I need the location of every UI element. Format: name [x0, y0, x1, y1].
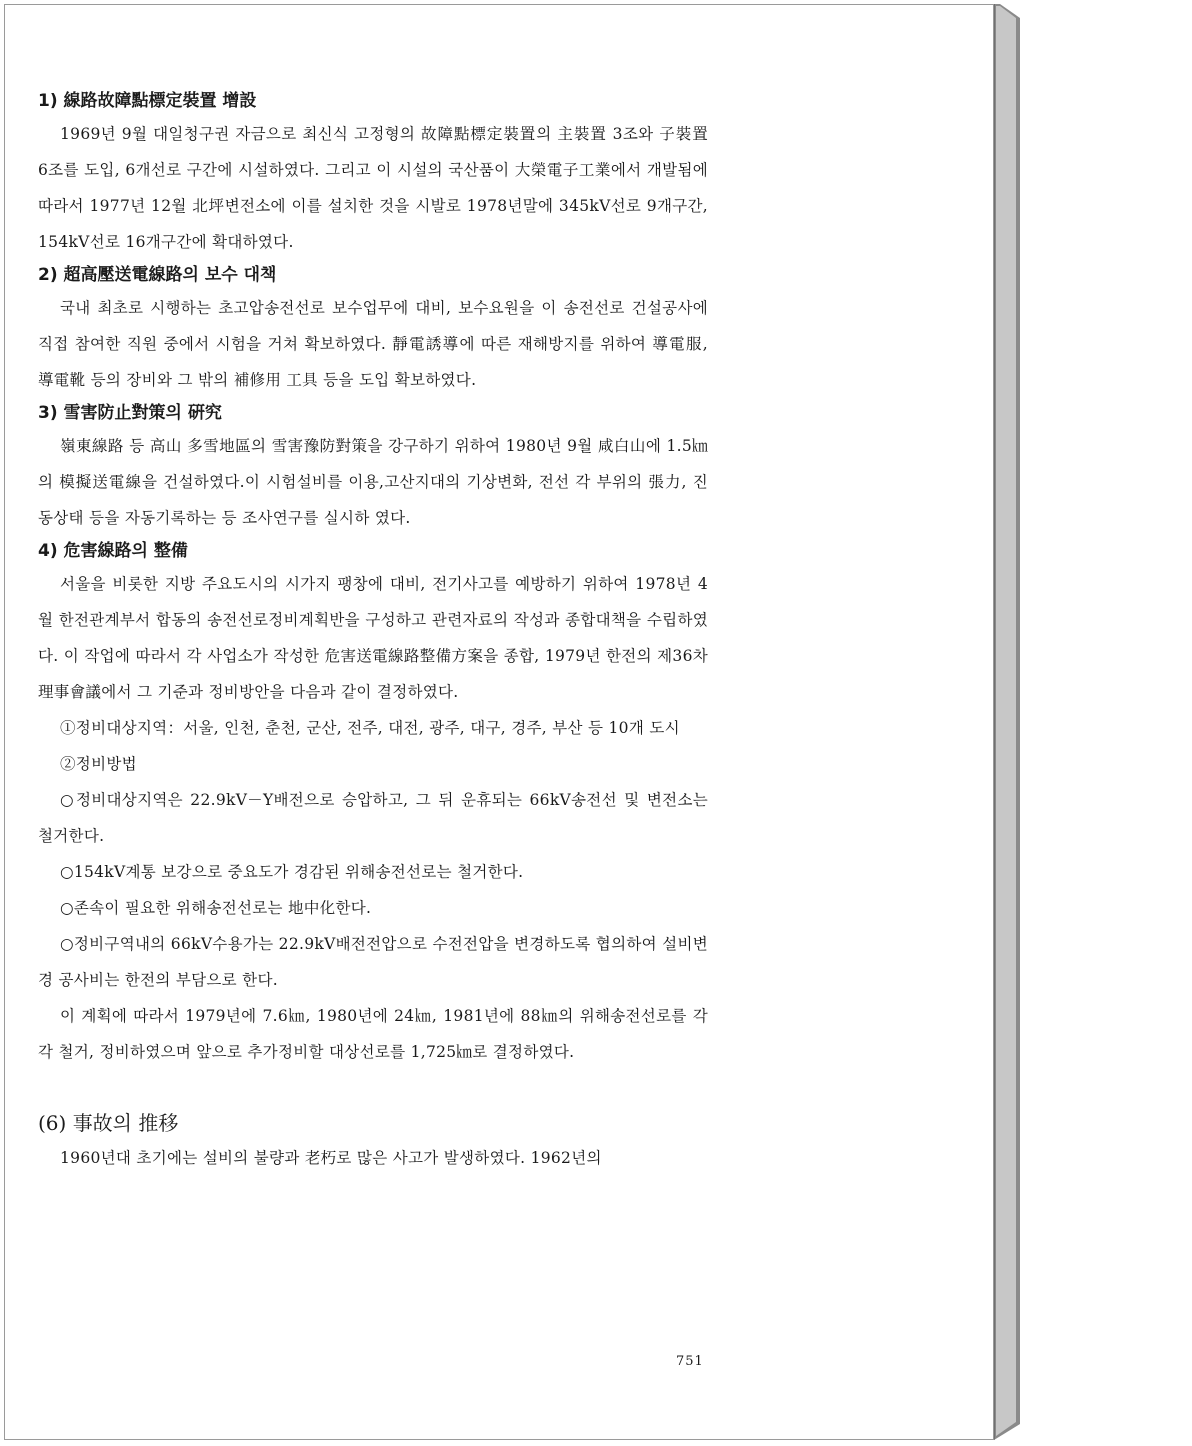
bullet-item-4: ○정비구역내의 66kV수용가는 22.9kV배전전압으로 수전전압을 변경하도록 협의하여 설비변경 공사비는 한전의 부담으로 한다. [38, 935, 708, 989]
page-number: 751 [676, 1354, 704, 1369]
bullet-item-2: ○154kV계통 보강으로 중요도가 경감된 위해송전선로는 철거한다. [60, 863, 524, 881]
page-edge-shadow [994, 4, 1020, 1440]
section-4-paragraph: 서울을 비롯한 지방 주요도시의 시가지 팽창에 대비, 전기사고를 예방하기 위하여 1978년 4월 한전관계부서 합동의 송전선로정비계획반을 구성하고 관련자료의 작성과 종합대책을 수립하였다. 이 작업에 따라서 각 사업소가 작성한 危害送電線路整備方案을 종합, 1979년 한전의 제36차 理事會議에서 그 기준과 정비방안을 다음과 같이 결정하였다. [38, 575, 708, 701]
section-1-paragraph: 1969년 9월 대일청구권 자금으로 최신식 고정형의 故障點標定裝置의 主裝置 3조와 子裝置 6조를 도입, 6개선로 구간에 시설하였다. 그리고 이 시설의 국산품이 大榮電子工業에서 개발됨에 따라서 1977년 12월 北坪변전소에 이를 설치한 것을 시발로 1978년말에 345kV선로 9개구간, 154kV선로 16개구간에 확대하였다. [38, 125, 708, 251]
chapter-6-paragraph: 1960년대 초기에는 설비의 불량과 老朽로 많은 사고가 발생하였다. 1962년의 [60, 1149, 602, 1167]
page-content [38, 86, 708, 1176]
bullet-item-1: ○정비대상지역은 22.9kV－Y배전으로 승압하고, 그 뒤 운휴되는 66kV송전선 및 변전소는 철거한다. [38, 791, 708, 845]
section-heading-1: 1) 線路故障點標定裝置 增設 [38, 91, 257, 111]
section-heading-3: 3) 雪害防止對策의 硏究 [38, 403, 222, 423]
section-4-conclusion: 이 계획에 따라서 1979년에 7.6㎞, 1980년에 24㎞, 1981년에 88㎞의 위해송전선로를 각각 철거, 정비하였으며 앞으로 추가정비할 대상선로를 1,725㎞로 결정하였다. [38, 1007, 708, 1061]
section-3-paragraph: 嶺東線路 등 高山 多雪地區의 雪害豫防對策을 강구하기 위하여 1980년 9월 咸白山에 1.5㎞의 模擬送電線을 건설하였다.이 시험설비를 이용,고산지대의 기상변화, 전선 각 부위의 張力, 진동상태 등을 자동기록하는 등 조사연구를 실시하 였다. [38, 437, 708, 527]
section-heading-4: 4) 危害線路의 整備 [38, 541, 188, 561]
section-heading-2: 2) 超高壓送電線路의 보수 대책 [38, 265, 277, 285]
list-item-target-regions: ①정비대상지역：서울, 인천, 춘천, 군산, 전주, 대전, 광주, 대구, 경주, 부산 등 10개 도시 [60, 719, 680, 737]
section-2-paragraph: 국내 최초로 시행하는 초고압송전선로 보수업무에 대비, 보수요원을 이 송전선로 건설공사에 직접 참여한 직원 중에서 시험을 거쳐 확보하였다. 靜電誘導에 따른 재해방지를 위하여 導電服, 導電靴 등의 장비와 그 밖의 補修用 工具 등을 도입 확보하였다. [38, 299, 708, 389]
chapter-heading-6: (6) 事故의 推移 [38, 1111, 179, 1135]
list-item-method: ②정비방법 [60, 755, 137, 773]
bullet-item-3: ○존속이 필요한 위해송전선로는 地中化한다. [60, 899, 372, 917]
